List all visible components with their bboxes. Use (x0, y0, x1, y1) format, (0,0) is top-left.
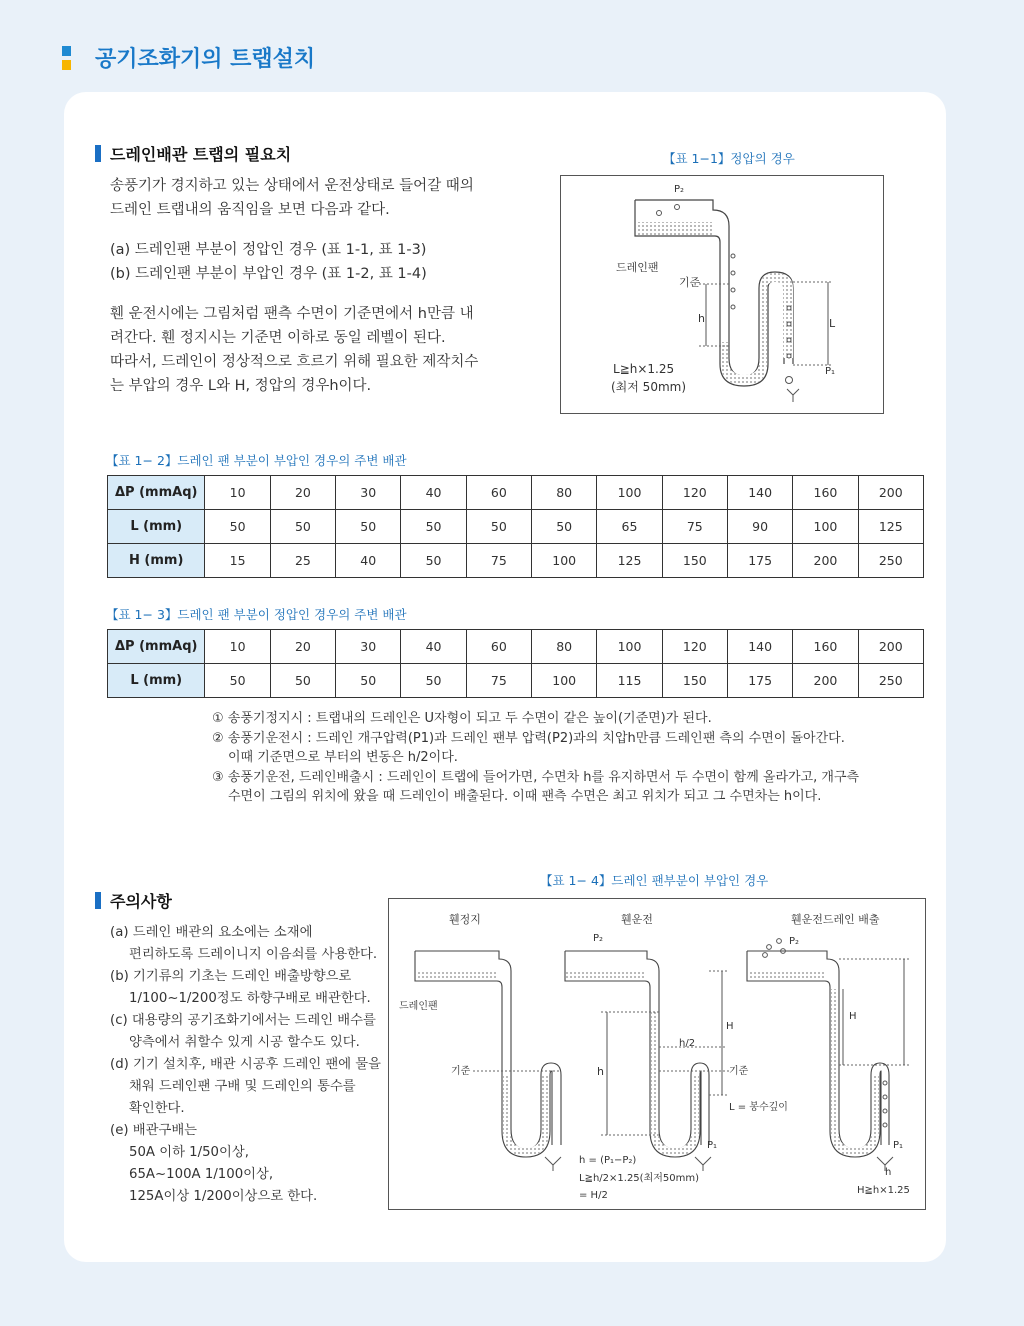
table-row (108, 510, 924, 544)
table-cell: 250 (858, 664, 923, 698)
svg-text:L = 봉수깊이: L = 봉수깊이 (729, 1102, 788, 1113)
svg-text:P₂: P₂ (674, 184, 685, 195)
table-cell: 200 (793, 544, 858, 578)
page-header (62, 42, 315, 73)
svg-text:P₂: P₂ (789, 936, 800, 947)
table-cell: 115 (597, 664, 662, 698)
svg-text:h = (P₁−P₂): h = (P₁−P₂) (579, 1155, 637, 1166)
table-cell: 120 (662, 476, 727, 510)
heading-bar-icon (95, 145, 101, 162)
row-header: L (mm) (108, 510, 205, 544)
table-cell: 160 (793, 630, 858, 664)
table-cell: 200 (793, 664, 858, 698)
table-cell: 100 (597, 476, 662, 510)
svg-text:L≧h×1.25: L≧h×1.25 (613, 362, 675, 376)
svg-text:드레인팬: 드레인팬 (399, 1001, 438, 1012)
table-row (108, 630, 924, 664)
table-cell: 40 (401, 476, 466, 510)
table-cell: 90 (727, 510, 792, 544)
table-cell: 50 (270, 510, 335, 544)
table-negative-pressure (107, 475, 924, 578)
table-cell: 60 (466, 476, 531, 510)
table-cell: 50 (270, 664, 335, 698)
table-cell: 80 (532, 476, 597, 510)
table-cell: 50 (205, 664, 270, 698)
svg-text:L≧h/2×1.25(최저50mm): L≧h/2×1.25(최저50mm) (579, 1173, 699, 1184)
svg-text:기준: 기준 (451, 1066, 471, 1077)
svg-text:기준: 기준 (729, 1066, 749, 1077)
fig1-diagram (560, 175, 884, 414)
row-header: H (mm) (108, 544, 205, 578)
title-marker-icon (62, 46, 71, 70)
svg-text:h/2: h/2 (679, 1038, 696, 1049)
fig4-svg (389, 899, 925, 1209)
table-cell: 160 (793, 476, 858, 510)
table-cell: 100 (532, 544, 597, 578)
svg-text:h: h (698, 312, 705, 325)
table-cell: 30 (336, 476, 401, 510)
table-cell: 120 (662, 630, 727, 664)
table-cell: 75 (466, 664, 531, 698)
table-cell: 20 (270, 630, 335, 664)
fig4-diagram-drain (747, 936, 910, 1196)
table-cell: 140 (727, 630, 792, 664)
row-header: ΔP (mmAq) (108, 630, 205, 664)
fig4-diagram-stop (399, 951, 561, 1171)
cautions-list: (a) 드레인 배관의 요소에는 소재에 편리하도록 드레이니지 이음쇠를 사용한다. (b) 기기류의 기초는 드레인 배출방향으로 1/100~1/200정도 하향구배로 배관한다. (c) 대용량의 공기조화기에서는 드레인 배수를 양측에서 취할수 있게 시공 할수도 있다. (d) 기기 설치후, 배관 시공후 드레인 팬에 물을 채워 드레인팬 구배 및 드레인의 통수를 확인한다. (e) 배관구배는 50A 이하 1/50이상, 65A~100A 1/100이상, 125A이상 1/200이상으로 한다. (110, 925, 381, 1204)
notes-block: ① 송풍기정지시 : 트랩내의 드레인은 U자형이 되고 두 수면이 같은 높이(기준면)가 된다. ② 송풍기운전시 : 드레인 개구압력(P1)과 드레인 팬부 압력(P2)과의 치압h만큼 드레인팬 측의 수면이 돌아간다. 이때 기준면으로 부터의 변동은 h/2이다. ③ 송풍기운전, 드레인배출시 : 드레인이 트랩에 들어가면, 수면차 h를 유지하면서 두 수면이 함께 올라가고, 개구측 수면이 그림의 위치에 왔을 때 드레인이 배출된다. 이때 팬측 수면은 최고 위치가 되고 그 수면차는 h이다. (212, 711, 860, 804)
svg-text:기준: 기준 (679, 276, 701, 289)
fig4-caption: 【표 1− 4】드레인 팬부분이 부압인 경우 (540, 873, 769, 888)
svg-text:휀정지: 휀정지 (449, 913, 481, 926)
fig1-pan-water (636, 222, 714, 235)
table-cell: 20 (270, 476, 335, 510)
table-cell: 125 (858, 510, 923, 544)
table-cell: 10 (205, 476, 270, 510)
fig4-diagram (388, 898, 926, 1210)
svg-text:H: H (726, 1021, 734, 1032)
table-cell: 125 (597, 544, 662, 578)
table-cell: 100 (597, 630, 662, 664)
fig1-svg (561, 176, 883, 413)
table-cell: 75 (662, 510, 727, 544)
table-cell: 40 (336, 544, 401, 578)
table-cell: 50 (401, 664, 466, 698)
table-row (108, 664, 924, 698)
svg-text:P₂: P₂ (593, 933, 604, 944)
table-cell: 175 (727, 664, 792, 698)
table-cell: 25 (270, 544, 335, 578)
svg-text:h: h (597, 1065, 604, 1078)
svg-text:(최저 50mm): (최저 50mm) (611, 380, 687, 394)
table-cell: 80 (532, 630, 597, 664)
svg-text:휀운전: 휀운전 (621, 913, 653, 926)
table-row (108, 476, 924, 510)
table-cell: 50 (336, 664, 401, 698)
table-cell: 200 (858, 630, 923, 664)
row-header: L (mm) (108, 664, 205, 698)
table-row (108, 544, 924, 578)
svg-text:드레인팬: 드레인팬 (616, 261, 659, 274)
table-cell: 65 (597, 510, 662, 544)
section-heading-cautions: 주의사항 (95, 889, 172, 912)
table-cell: 50 (336, 510, 401, 544)
table2-caption: 【표 1− 2】드레인 팬 부분이 부압인 경우의 주변 배관 (106, 453, 407, 468)
svg-text:h: h (885, 1167, 892, 1178)
fig1-caption: 【표 1−1】정압의 경우 (663, 151, 795, 166)
table-cell: 50 (401, 510, 466, 544)
table-cell: 75 (466, 544, 531, 578)
table-cell: 150 (662, 544, 727, 578)
page-title: 공기조화기의 트랩설치 (95, 47, 316, 72)
table-cell: 30 (336, 630, 401, 664)
table-cell: 175 (727, 544, 792, 578)
svg-text:P₁: P₁ (825, 366, 836, 377)
table-cell: 200 (858, 476, 923, 510)
table-cell: 15 (205, 544, 270, 578)
table3-caption: 【표 1− 3】드레인 팬 부분이 정압인 경우의 주변 배관 (106, 607, 407, 622)
table-cell: 60 (466, 630, 531, 664)
svg-text:H≧h×1.25: H≧h×1.25 (857, 1185, 910, 1196)
table-cell: 50 (466, 510, 531, 544)
table-cell: 100 (793, 510, 858, 544)
svg-text:P₁: P₁ (893, 1140, 904, 1151)
table-cell: 50 (401, 544, 466, 578)
svg-text:L: L (829, 317, 836, 330)
table-cell: 10 (205, 630, 270, 664)
svg-text:휀운전드레인 배출: 휀운전드레인 배출 (791, 913, 880, 926)
table-positive-pressure (107, 629, 924, 698)
svg-text:= H/2: = H/2 (579, 1190, 608, 1201)
section-heading-trap-need: 드레인배관 트랩의 필요치 (95, 142, 291, 165)
table-cell: 250 (858, 544, 923, 578)
table-cell: 50 (532, 510, 597, 544)
table-cell: 100 (532, 664, 597, 698)
svg-text:H: H (849, 1011, 857, 1022)
intro-paragraph: 송풍기가 경지하고 있는 상태에서 운전상태로 들어갈 때의 드레인 트랩내의 움직임을 보면 다음과 같다. (a) 드레인팬 부분이 정압인 경우 (표 1-1, 표 1-3) (b) 드레인팬 부분이 부압인 경우 (표 1-2, 표 1-4) 휀 운전시에는 그림처럼 팬측 수면이 기준면에서 h만큼 내 려간다. 휀 정지시는 기준면 이하로 동일 레벨이 된다. 따라서, 드레인이 정상적으로 흐르기 위해 필요한 제작치수 는 부압의 경우 L와 H, 정압의 경우h이다. (110, 178, 479, 394)
heading-bar-icon (95, 892, 101, 909)
table-cell: 140 (727, 476, 792, 510)
svg-text:P₁: P₁ (707, 1140, 718, 1151)
table-cell: 150 (662, 664, 727, 698)
row-header: ΔP (mmAq) (108, 476, 205, 510)
table-cell: 40 (401, 630, 466, 664)
table-cell: 50 (205, 510, 270, 544)
